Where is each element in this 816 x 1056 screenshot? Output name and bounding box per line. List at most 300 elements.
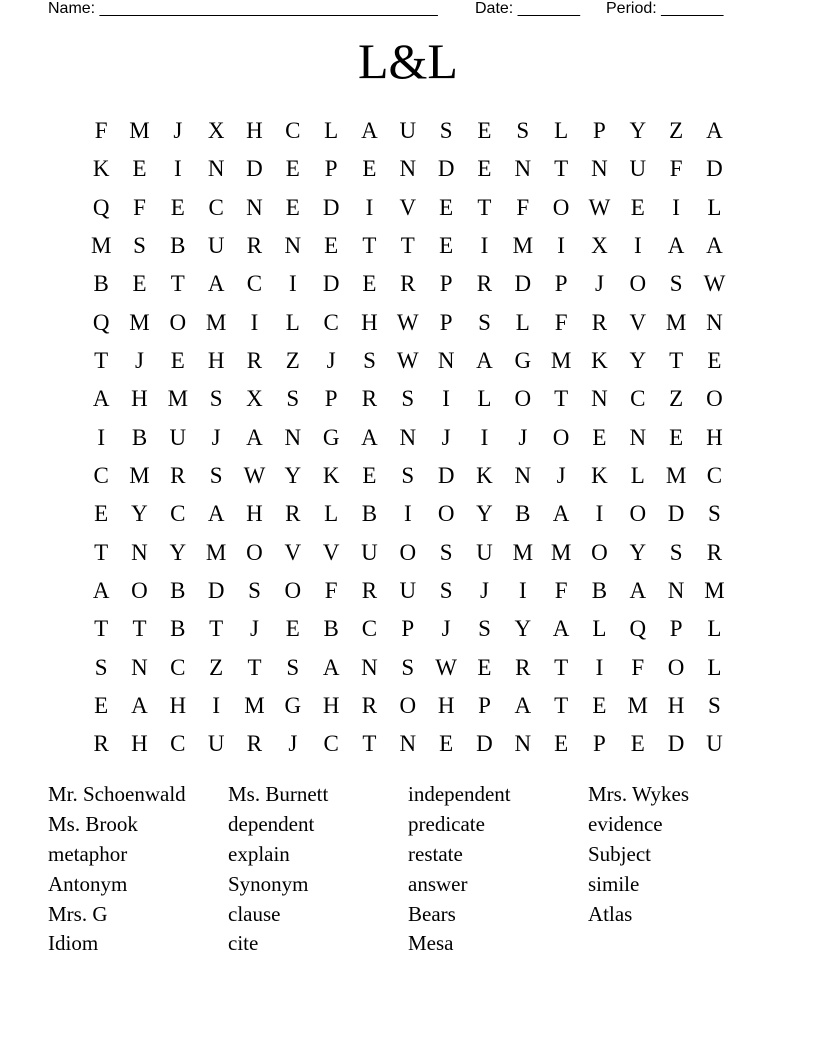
grid-letter[interactable]: T: [94, 347, 109, 373]
grid-letter[interactable]: U: [399, 118, 417, 143]
grid-letter[interactable]: J: [441, 424, 451, 450]
grid-letter[interactable]: O: [399, 539, 417, 565]
grid-letter[interactable]: G: [514, 347, 532, 373]
grid-letter[interactable]: T: [554, 692, 569, 718]
grid-letter[interactable]: M: [129, 462, 150, 488]
grid-letter[interactable]: S: [133, 232, 146, 258]
grid-letter[interactable]: S: [669, 271, 683, 297]
grid-letter[interactable]: S: [401, 462, 415, 488]
grid-letter[interactable]: A: [629, 577, 647, 603]
grid-letter[interactable]: N: [131, 539, 148, 565]
grid-letter[interactable]: O: [514, 386, 532, 412]
word-list-item: restate: [408, 841, 463, 866]
grid-letter[interactable]: Y: [476, 501, 493, 527]
grid-letter[interactable]: M: [90, 232, 112, 258]
grid-letter[interactable]: R: [515, 654, 531, 680]
grid-letter[interactable]: M: [244, 692, 265, 718]
grid-letter[interactable]: M: [167, 386, 189, 412]
grid-letter[interactable]: C: [323, 731, 339, 757]
grid-letter[interactable]: A: [514, 692, 532, 718]
grid-letter[interactable]: U: [207, 731, 225, 757]
grid-letter[interactable]: P: [324, 386, 338, 412]
grid-letter[interactable]: D: [667, 501, 685, 527]
grid-letter[interactable]: B: [170, 616, 186, 642]
grid-letter[interactable]: A: [706, 232, 723, 258]
grid-letter[interactable]: E: [554, 731, 569, 757]
grid-letter[interactable]: T: [554, 156, 569, 182]
grid-letter[interactable]: D: [437, 462, 455, 488]
grid-letter[interactable]: H: [437, 692, 455, 718]
grid-letter[interactable]: E: [132, 156, 147, 182]
grid-letter[interactable]: T: [477, 194, 492, 220]
grid-letter[interactable]: R: [361, 386, 378, 412]
grid-letter[interactable]: I: [480, 424, 489, 450]
grid-letter[interactable]: E: [477, 118, 492, 143]
grid-letter[interactable]: W: [243, 462, 266, 488]
grid-letter[interactable]: I: [250, 309, 259, 335]
grid-letter[interactable]: F: [516, 194, 530, 220]
grid-letter[interactable]: R: [246, 232, 263, 258]
grid-letter[interactable]: M: [704, 577, 725, 603]
grid-letter[interactable]: R: [246, 731, 263, 757]
grid-letter[interactable]: E: [630, 194, 645, 220]
grid-letter[interactable]: V: [399, 194, 417, 220]
grid-letter[interactable]: J: [594, 271, 604, 297]
grid-letter[interactable]: T: [554, 654, 569, 680]
grid-letter[interactable]: Z: [669, 118, 684, 143]
grid-letter[interactable]: J: [326, 347, 336, 373]
grid-letter[interactable]: O: [667, 654, 685, 680]
grid-letter[interactable]: O: [629, 271, 647, 297]
grid-letter[interactable]: T: [209, 616, 224, 642]
grid-letter[interactable]: D: [706, 156, 723, 182]
grid-letter[interactable]: S: [248, 577, 261, 603]
word-list-item: Mrs. G: [48, 901, 108, 926]
grid-letter[interactable]: E: [94, 692, 109, 718]
grid-letter[interactable]: Y: [629, 539, 647, 565]
grid-letter[interactable]: Z: [285, 347, 300, 373]
grid-letter[interactable]: H: [207, 347, 225, 373]
grid-letter[interactable]: R: [93, 731, 109, 757]
letter-grid: [82, 112, 733, 764]
grid-letter[interactable]: E: [285, 194, 300, 220]
grid-letter[interactable]: L: [707, 194, 722, 220]
grid-letter[interactable]: S: [401, 386, 415, 412]
grid-letter[interactable]: A: [246, 424, 263, 450]
grid-row: [82, 304, 733, 342]
grid-letter[interactable]: I: [288, 271, 297, 297]
grid-letter[interactable]: P: [439, 309, 453, 335]
grid-letter[interactable]: U: [361, 539, 378, 565]
grid-letter[interactable]: U: [207, 232, 225, 258]
grid-letter[interactable]: R: [246, 347, 263, 373]
grid-letter[interactable]: F: [631, 654, 645, 680]
grid-letter[interactable]: M: [550, 347, 572, 373]
grid-letter[interactable]: N: [591, 156, 608, 182]
grid-letter[interactable]: S: [439, 577, 453, 603]
grid-letter[interactable]: T: [132, 616, 147, 642]
grid-letter[interactable]: N: [399, 731, 417, 757]
grid-letter[interactable]: A: [476, 347, 493, 373]
grid-letter[interactable]: S: [94, 654, 108, 680]
grid-letter[interactable]: A: [667, 232, 685, 258]
grid-letter[interactable]: G: [322, 424, 340, 450]
grid-letter[interactable]: M: [665, 309, 687, 335]
grid-letter[interactable]: I: [595, 654, 604, 680]
grid-letter[interactable]: M: [512, 539, 534, 565]
grid-letter[interactable]: U: [706, 731, 723, 757]
grid-letter[interactable]: D: [514, 271, 532, 297]
grid-letter[interactable]: N: [207, 156, 225, 182]
grid-letter[interactable]: J: [173, 118, 183, 143]
grid-letter[interactable]: E: [592, 424, 607, 450]
grid-letter[interactable]: N: [399, 156, 417, 182]
grid-letter[interactable]: P: [439, 271, 453, 297]
grid-letter[interactable]: O: [437, 501, 455, 527]
grid-letter[interactable]: J: [250, 616, 259, 642]
grid-letter[interactable]: W: [396, 347, 419, 373]
grid-letter[interactable]: K: [476, 462, 493, 488]
grid-letter[interactable]: E: [285, 616, 300, 642]
grid-letter[interactable]: Y: [284, 462, 302, 488]
grid-letter[interactable]: B: [131, 424, 148, 450]
grid-letter[interactable]: I: [595, 501, 604, 527]
grid-letter[interactable]: I: [557, 232, 565, 258]
grid-letter[interactable]: T: [247, 654, 262, 680]
grid-letter[interactable]: A: [207, 271, 225, 297]
grid-letter[interactable]: O: [131, 577, 148, 603]
grid-letter[interactable]: B: [361, 501, 378, 527]
grid-letter[interactable]: L: [324, 118, 339, 143]
grid-letter[interactable]: W: [588, 194, 611, 220]
grid-letter[interactable]: P: [324, 156, 338, 182]
grid-letter[interactable]: N: [246, 194, 263, 220]
grid-letter[interactable]: E: [477, 654, 492, 680]
grid-letter[interactable]: R: [591, 309, 608, 335]
grid-letter[interactable]: C: [630, 386, 646, 412]
grid-letter[interactable]: P: [669, 616, 683, 642]
date-field[interactable]: Date: _______: [475, 0, 580, 17]
grid-letter[interactable]: J: [135, 347, 144, 373]
grid-letter[interactable]: I: [480, 232, 489, 258]
grid-letter[interactable]: R: [476, 271, 493, 297]
grid-letter[interactable]: S: [209, 386, 223, 412]
grid-letter[interactable]: D: [437, 156, 455, 182]
grid-letter[interactable]: A: [322, 654, 340, 680]
grid-letter[interactable]: B: [93, 271, 109, 297]
grid-letter[interactable]: N: [399, 424, 417, 450]
grid-letter[interactable]: F: [94, 118, 108, 143]
grid-letter[interactable]: O: [246, 539, 263, 565]
grid-letter[interactable]: Y: [514, 616, 532, 642]
word-list-item: Mrs. Wykes: [588, 782, 690, 806]
grid-letter[interactable]: C: [170, 654, 186, 680]
grid-letter[interactable]: C: [361, 616, 378, 642]
grid-letter[interactable]: O: [706, 386, 723, 412]
grid-letter[interactable]: C: [706, 462, 723, 488]
grid-letter[interactable]: E: [707, 347, 722, 373]
grid-letter[interactable]: N: [361, 654, 378, 680]
grid-letter[interactable]: A: [361, 118, 378, 143]
grid-letter[interactable]: S: [516, 118, 530, 143]
grid-letter[interactable]: E: [170, 194, 185, 220]
grid-letter[interactable]: W: [435, 654, 457, 680]
grid-letter[interactable]: O: [591, 539, 608, 565]
grid-letter[interactable]: B: [591, 577, 608, 603]
grid-letter[interactable]: N: [437, 347, 455, 373]
grid-letter[interactable]: S: [708, 501, 721, 527]
grid-letter[interactable]: V: [629, 309, 647, 335]
grid-letter[interactable]: N: [284, 424, 302, 450]
grid-letter[interactable]: W: [703, 271, 726, 297]
grid-letter[interactable]: O: [552, 424, 570, 450]
grid-letter[interactable]: E: [439, 232, 454, 258]
grid-letter[interactable]: S: [286, 654, 300, 680]
grid-letter[interactable]: E: [285, 156, 300, 182]
grid-letter[interactable]: T: [362, 232, 377, 258]
grid-letter[interactable]: H: [361, 309, 378, 335]
grid-letter[interactable]: J: [479, 577, 489, 603]
grid-letter[interactable]: T: [362, 731, 377, 757]
grid-letter[interactable]: A: [361, 424, 378, 450]
grid-letter[interactable]: S: [401, 654, 415, 680]
grid-letter[interactable]: R: [285, 501, 301, 527]
grid-letter[interactable]: C: [323, 309, 339, 335]
grid-letter[interactable]: T: [400, 232, 415, 258]
grid-letter[interactable]: O: [399, 692, 417, 718]
grid-letter[interactable]: H: [706, 424, 723, 450]
grid-letter[interactable]: Z: [669, 386, 684, 412]
grid-letter[interactable]: D: [246, 156, 263, 182]
grid-letter[interactable]: E: [477, 156, 492, 182]
word-list-item: dependent: [228, 811, 315, 836]
grid-letter[interactable]: B: [515, 501, 531, 527]
grid-letter[interactable]: I: [672, 194, 680, 220]
grid-letter[interactable]: N: [667, 577, 685, 603]
grid-letter[interactable]: K: [591, 462, 608, 488]
grid-letter[interactable]: L: [515, 309, 530, 335]
grid-letter[interactable]: R: [706, 539, 723, 565]
grid-letter[interactable]: E: [362, 271, 377, 297]
grid-letter[interactable]: Q: [629, 616, 647, 642]
grid-letter[interactable]: L: [707, 654, 722, 680]
grid-letter[interactable]: A: [131, 692, 148, 718]
grid-letter[interactable]: F: [133, 194, 146, 220]
grid-letter[interactable]: C: [170, 731, 186, 757]
grid-letter[interactable]: H: [322, 692, 340, 718]
grid-letter[interactable]: M: [205, 309, 227, 335]
grid-letter[interactable]: Y: [131, 501, 148, 527]
grid-letter[interactable]: R: [170, 462, 186, 488]
grid-letter[interactable]: E: [362, 156, 377, 182]
grid-letter[interactable]: L: [707, 616, 722, 642]
grid-letter[interactable]: W: [396, 309, 419, 335]
grid-letter[interactable]: P: [593, 731, 606, 757]
grid-letter[interactable]: B: [323, 616, 339, 642]
grid-letter[interactable]: C: [246, 271, 263, 297]
grid-letter[interactable]: S: [439, 118, 453, 143]
grid-letter[interactable]: A: [92, 386, 110, 412]
grid-letter[interactable]: H: [667, 692, 685, 718]
grid-letter[interactable]: J: [441, 616, 451, 642]
grid-letter[interactable]: E: [170, 347, 185, 373]
grid-letter[interactable]: X: [246, 386, 263, 412]
grid-letter[interactable]: U: [399, 577, 417, 603]
grid-letter[interactable]: F: [669, 156, 683, 182]
name-field[interactable]: Name: ______________________________________: [48, 0, 438, 17]
grid-letter[interactable]: M: [129, 309, 150, 335]
grid-letter[interactable]: H: [131, 386, 148, 412]
grid-letter[interactable]: D: [476, 731, 493, 757]
grid-letter[interactable]: T: [170, 271, 185, 297]
grid-letter[interactable]: L: [592, 616, 607, 642]
grid-letter[interactable]: M: [205, 539, 227, 565]
grid-letter[interactable]: I: [212, 692, 220, 718]
word-list-item: simile: [588, 871, 640, 896]
grid-letter[interactable]: N: [514, 462, 532, 488]
grid-letter[interactable]: K: [92, 156, 110, 182]
grid-letter[interactable]: D: [322, 194, 340, 220]
grid-letter[interactable]: F: [554, 577, 568, 603]
grid-letter[interactable]: X: [591, 232, 608, 258]
grid-letter[interactable]: J: [288, 731, 298, 757]
grid-letter[interactable]: H: [131, 731, 148, 757]
grid-letter[interactable]: N: [514, 156, 532, 182]
grid-letter[interactable]: I: [442, 386, 450, 412]
grid-letter[interactable]: O: [284, 577, 302, 603]
grid-letter[interactable]: M: [129, 118, 150, 143]
grid-letter[interactable]: E: [324, 232, 339, 258]
grid-letter[interactable]: C: [208, 194, 224, 220]
grid-letter[interactable]: M: [550, 539, 572, 565]
grid-letter[interactable]: O: [629, 501, 647, 527]
grid-letter[interactable]: U: [629, 156, 647, 182]
grid-letter[interactable]: N: [591, 386, 608, 412]
grid-letter[interactable]: F: [324, 577, 338, 603]
grid-letter[interactable]: S: [478, 616, 491, 642]
grid-letter[interactable]: J: [211, 424, 221, 450]
grid-letter[interactable]: A: [207, 501, 225, 527]
grid-letter[interactable]: M: [627, 692, 648, 718]
grid-letter[interactable]: R: [400, 271, 416, 297]
grid-letter[interactable]: E: [362, 462, 377, 488]
grid-letter[interactable]: V: [284, 539, 302, 565]
grid-letter[interactable]: B: [170, 232, 186, 258]
grid-letter[interactable]: N: [514, 731, 532, 757]
grid-letter[interactable]: S: [209, 462, 223, 488]
grid-letter[interactable]: E: [94, 501, 109, 527]
grid-letter[interactable]: G: [284, 692, 302, 718]
word-list-item: Mr. Schoenwald: [48, 782, 186, 806]
grid-letter[interactable]: Y: [169, 539, 187, 565]
grid-letter[interactable]: O: [552, 194, 570, 220]
grid-letter[interactable]: E: [592, 692, 607, 718]
grid-letter[interactable]: E: [439, 731, 454, 757]
grid-letter[interactable]: I: [518, 577, 527, 603]
grid-letter[interactable]: Q: [92, 194, 110, 220]
grid-letter[interactable]: B: [170, 577, 186, 603]
grid-letter[interactable]: I: [173, 156, 182, 182]
grid-letter[interactable]: S: [669, 539, 683, 565]
grid-letter[interactable]: Y: [629, 118, 647, 143]
grid-letter[interactable]: A: [92, 577, 110, 603]
grid-letter[interactable]: L: [554, 118, 569, 143]
grid-letter[interactable]: H: [246, 118, 263, 143]
grid-letter[interactable]: E: [669, 424, 684, 450]
grid-letter[interactable]: T: [94, 539, 109, 565]
grid-letter[interactable]: P: [478, 692, 491, 718]
grid-letter[interactable]: V: [322, 539, 340, 565]
grid-letter[interactable]: L: [285, 309, 300, 335]
grid-letter[interactable]: K: [591, 347, 608, 373]
grid-letter[interactable]: T: [554, 386, 569, 412]
grid-letter[interactable]: A: [552, 501, 570, 527]
grid-letter[interactable]: S: [363, 347, 376, 373]
grid-letter[interactable]: D: [322, 271, 340, 297]
grid-letter[interactable]: M: [512, 232, 534, 258]
grid-letter[interactable]: D: [207, 577, 225, 603]
grid-letter[interactable]: J: [518, 424, 528, 450]
grid-letter[interactable]: F: [554, 309, 568, 335]
grid-letter[interactable]: P: [593, 118, 606, 143]
grid-letter[interactable]: A: [552, 616, 570, 642]
grid-letter[interactable]: R: [361, 692, 378, 718]
grid-letter[interactable]: N: [284, 232, 302, 258]
grid-letter[interactable]: S: [708, 692, 721, 718]
grid-letter[interactable]: I: [365, 194, 374, 220]
grid-letter[interactable]: E: [630, 731, 645, 757]
grid-letter[interactable]: H: [169, 692, 187, 718]
grid-letter[interactable]: R: [361, 577, 378, 603]
grid-letter[interactable]: J: [556, 462, 566, 488]
grid-letter[interactable]: I: [403, 501, 412, 527]
grid-letter[interactable]: S: [286, 386, 300, 412]
grid-letter[interactable]: Y: [629, 347, 647, 373]
grid-letter[interactable]: H: [246, 501, 263, 527]
grid-letter[interactable]: Q: [92, 309, 110, 335]
grid-letter[interactable]: I: [633, 232, 642, 258]
grid-letter[interactable]: Z: [209, 654, 224, 680]
grid-letter[interactable]: N: [131, 654, 148, 680]
grid-letter[interactable]: A: [706, 118, 723, 143]
grid-letter[interactable]: L: [630, 462, 645, 488]
grid-letter[interactable]: N: [629, 424, 647, 450]
period-field[interactable]: Period: _______: [606, 0, 724, 17]
grid-letter[interactable]: I: [97, 424, 105, 450]
grid-letter[interactable]: P: [554, 271, 568, 297]
grid-letter[interactable]: T: [94, 616, 109, 642]
grid-letter[interactable]: P: [401, 616, 415, 642]
grid-letter[interactable]: C: [170, 501, 186, 527]
grid-letter[interactable]: M: [665, 462, 687, 488]
grid-letter[interactable]: N: [706, 309, 723, 335]
grid-letter[interactable]: E: [439, 194, 454, 220]
grid-letter[interactable]: D: [667, 731, 685, 757]
grid-letter[interactable]: K: [322, 462, 340, 488]
grid-letter[interactable]: T: [669, 347, 684, 373]
grid-letter[interactable]: E: [132, 271, 147, 297]
grid-letter[interactable]: U: [476, 539, 493, 565]
grid-letter[interactable]: U: [169, 424, 187, 450]
grid-letter[interactable]: L: [477, 386, 492, 412]
grid-letter[interactable]: L: [324, 501, 339, 527]
grid-letter[interactable]: O: [169, 309, 187, 335]
grid-letter[interactable]: X: [207, 118, 225, 143]
grid-letter[interactable]: C: [285, 118, 301, 143]
grid-letter[interactable]: C: [93, 462, 109, 488]
grid-letter[interactable]: S: [478, 309, 491, 335]
grid-letter[interactable]: S: [439, 539, 453, 565]
